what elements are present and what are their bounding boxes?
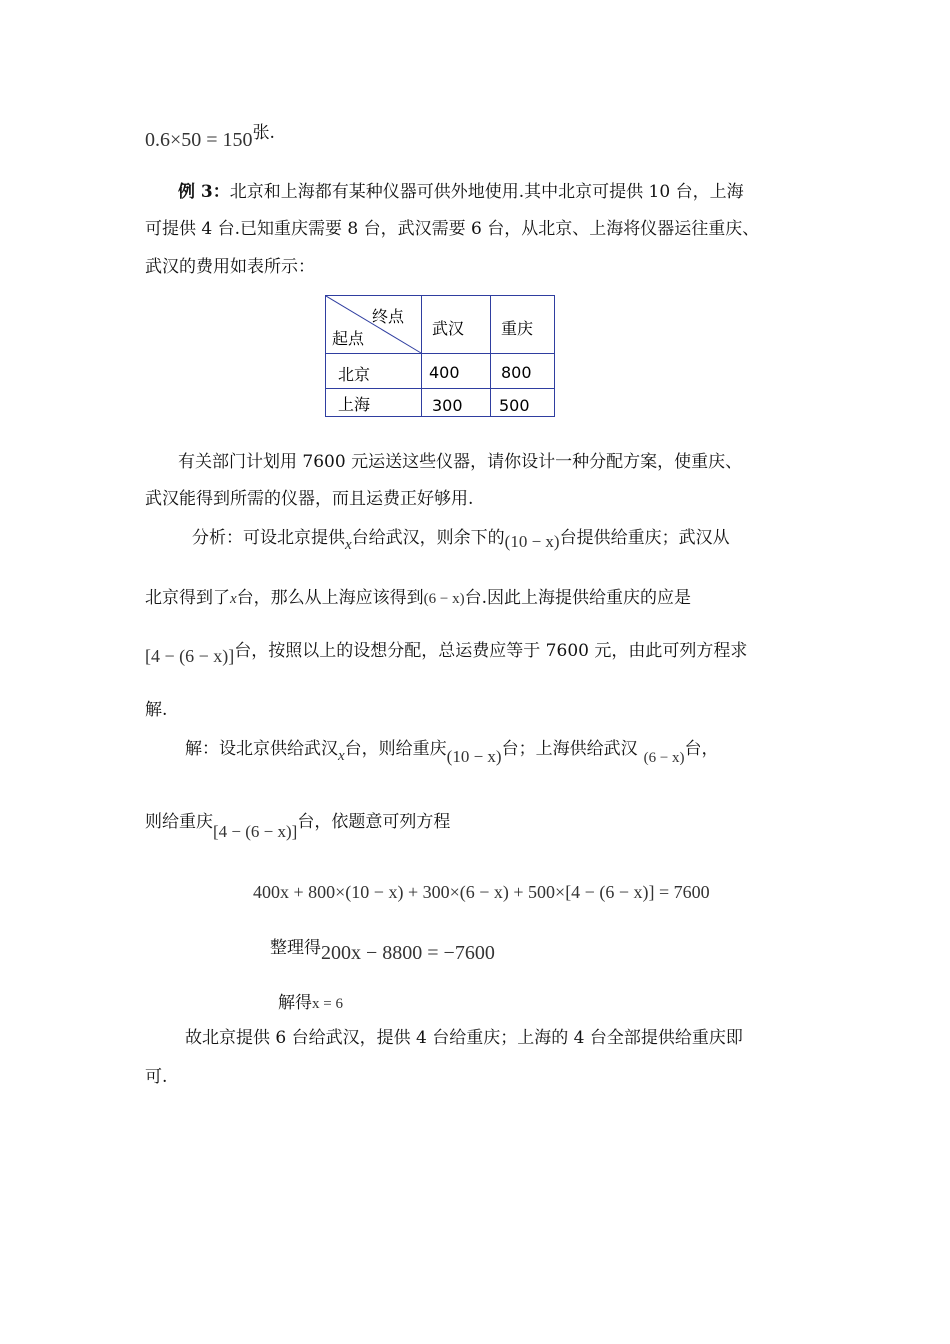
solution-text: 台，依题意可列方程 (297, 812, 451, 832)
result-expression: 0.6×50 = 150 (145, 129, 253, 151)
math-expression: (10 − x) (504, 532, 560, 551)
table-cell: 500 (499, 396, 530, 415)
question-line-1: 有关部门计划用 7600 元运送这些仪器，请你设计一种分配方案，使重庆、 (178, 452, 743, 472)
column-header: 武汉 (432, 319, 465, 338)
solve-label: 解得 (278, 993, 312, 1013)
row-header: 上海 (338, 395, 371, 414)
example-line-3: 武汉的费用如表所示： (145, 257, 315, 277)
simplified-equation: 200x − 8800 = −7600 (321, 942, 495, 964)
analysis-line-3 (145, 638, 748, 666)
corner-header-origin: 起点 (332, 329, 365, 348)
analysis-text: 分析：可设北京提供 (192, 528, 345, 548)
analysis-text: 北京得到了 (145, 588, 230, 608)
solution-text: 台；上海供给武汉 (501, 739, 638, 759)
cost-table (325, 295, 555, 417)
solution-line-2 (145, 810, 451, 841)
math-expression: [4 − (6 − x)] (145, 646, 235, 666)
conclusion-line-1: 故北京提供 6 台给武汉，提供 4 台给重庆；上海的 4 台全部提供给重庆即 (185, 1028, 743, 1048)
example-label: 例 3： (178, 182, 230, 202)
conclusion-line-2: 可. (145, 1067, 168, 1087)
column-header: 重庆 (501, 319, 534, 338)
solution-text: 台，则给重庆 (344, 739, 447, 759)
analysis-line-1 (192, 526, 730, 551)
analysis-text: 台提供给重庆；武汉从 (559, 528, 730, 548)
table-divider (421, 296, 422, 416)
solve-line (278, 991, 343, 1016)
analysis-text: 台给武汉，则余下的 (351, 528, 505, 548)
math-expression: (10 − x) (446, 747, 502, 766)
table-cell: 400 (429, 363, 460, 382)
simplify-label: 整理得 (270, 938, 321, 958)
analysis-line-2 (145, 586, 691, 611)
math-x: x (345, 537, 352, 553)
math-expression: [4 − (6 − x)] (213, 822, 298, 841)
solution-line-1 (185, 737, 719, 766)
analysis-line-4: 解. (145, 700, 168, 720)
analysis-text: 台，那么从上海应该得到 (236, 588, 424, 608)
example-line-2: 可提供 4 台.已知重庆需要 8 台，武汉需要 6 台，从北京、上海将仪器运往重庆、 (145, 219, 760, 239)
example-text-1: 北京和上海都有某种仪器可供外地使用.其中北京可提供 10 台，上海 (229, 182, 744, 202)
solution-text: 则给重庆 (145, 812, 213, 832)
analysis-text: 台.因此上海提供给重庆的应是 (464, 588, 692, 608)
table-divider (326, 353, 554, 354)
simplify-line (270, 935, 495, 964)
result-unit: 张. (252, 123, 275, 143)
row-header: 北京 (338, 365, 371, 384)
math-expression: (6 − x) (643, 750, 685, 766)
table-divider (490, 296, 491, 416)
example-line-1 (178, 180, 744, 204)
equation: 400x + 800×(10 − x) + 300×(6 − x) + 500×[4 − (6 − x)] = 7600 (253, 882, 710, 902)
solution-text: 解：设北京供给武汉 (185, 739, 338, 759)
math-x: x (338, 748, 345, 764)
result-line (145, 123, 275, 153)
table-divider (326, 388, 554, 389)
table-cell: 300 (432, 396, 463, 415)
analysis-text: 台，按照以上的设想分配，总运费应等于 7600 元，由此可列方程求 (234, 641, 748, 661)
question-line-2: 武汉能得到所需的仪器，而且运费正好够用. (145, 489, 474, 509)
corner-header-destination: 终点 (372, 307, 405, 326)
table-cell: 800 (501, 363, 532, 382)
math-expression: (6 − x) (423, 591, 465, 607)
math-x: x (230, 591, 237, 607)
solution-text: 台， (684, 739, 719, 759)
solved-value: x = 6 (312, 996, 343, 1012)
